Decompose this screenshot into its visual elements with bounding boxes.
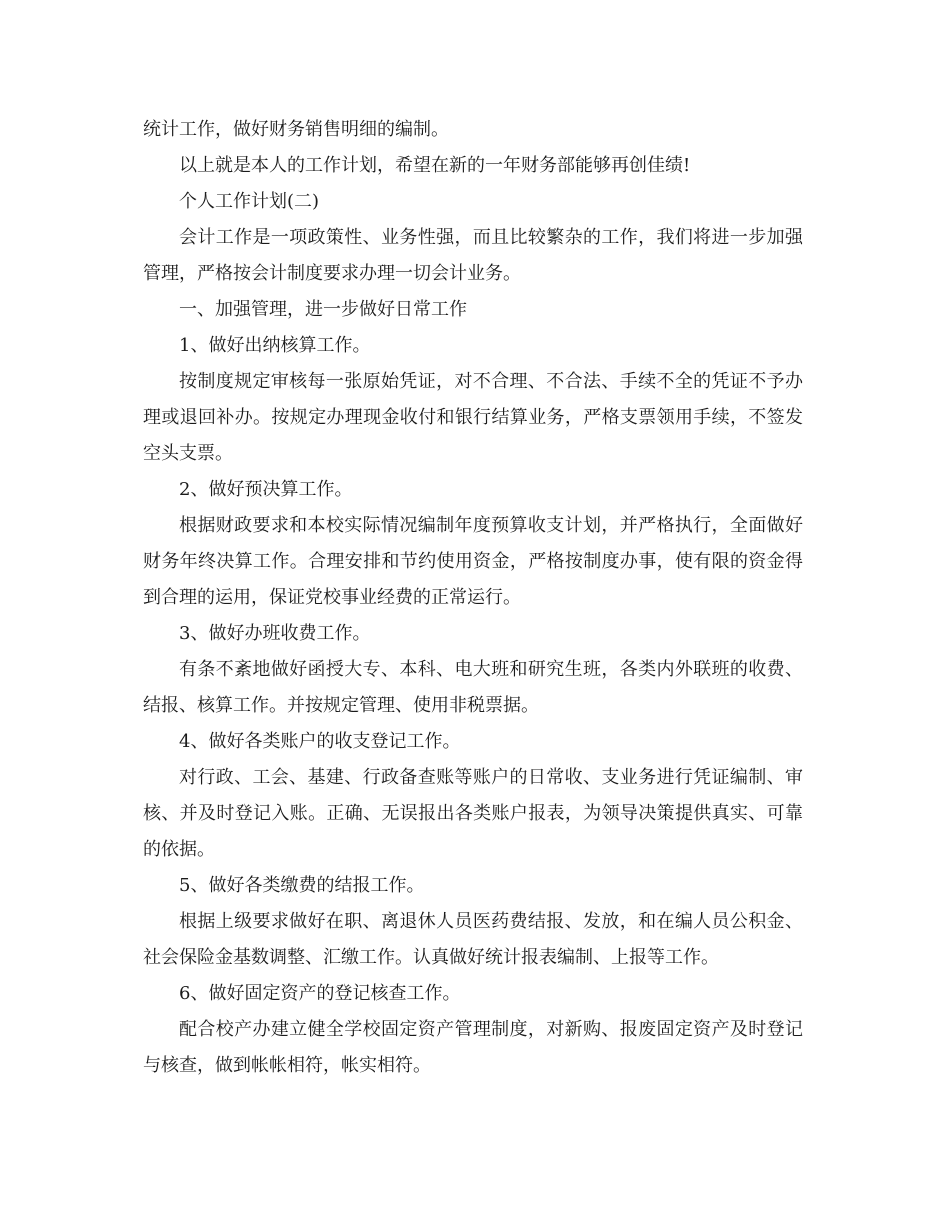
paragraph-intro: 会计工作是一项政策性、业务性强，而且比较繁杂的工作，我们将进一步加强管理，严格按会计制度要求办理一切会计业务。 [143,227,803,284]
paragraph-item-6: 配合校产办建立健全学校固定资产管理制度，对新购、报废固定资产及时登记与核查，做到帐帐相符，帐实相符。 [143,1019,803,1076]
heading-item-6: 6、做好固定资产的登记核查工作。 [179,983,461,1004]
paragraph-item-5: 根据上级要求做好在职、离退休人员医药费结报、发放，和在编人员公积金、社会保险金基数调整、汇缴工作。认真做好统计报表编制、上报等工作。 [143,911,803,968]
heading-item-2: 2、做好预决算工作。 [179,479,353,500]
section-title: 个人工作计划(二) [179,191,320,212]
paragraph-item-2: 根据财政要求和本校实际情况编制年度预算收支计划，并严格执行，全面做好财务年终决算工作。合理安排和节约使用资金，严格按制度办事，使有限的资金得到合理的运用，保证党校事业经费的正常运行。 [143,515,803,608]
paragraph-item-3: 有条不紊地做好函授大专、本科、电大班和研究生班，各类内外联班的收费、结报、核算工作。并按规定管理、使用非税票据。 [143,659,803,716]
heading-item-1: 1、做好出纳核算工作。 [179,335,371,356]
paragraph-closing: 以上就是本人的工作计划，希望在新的一年财务部能够再创佳绩! [179,155,691,176]
heading-item-3: 3、做好办班收费工作。 [179,623,371,644]
heading-item-5: 5、做好各类缴费的结报工作。 [179,875,425,896]
paragraph-continuation: 统计工作，做好财务销售明细的编制。 [143,119,449,140]
heading-item-4: 4、做好各类账户的收支登记工作。 [179,731,461,752]
paragraph-item-4: 对行政、工会、基建、行政备查账等账户的日常收、支业务进行凭证编制、审核、并及时登记入账。正确、无误报出各类账户报表，为领导决策提供真实、可靠的依据。 [143,767,803,860]
paragraph-item-1: 按制度规定审核每一张原始凭证，对不合理、不合法、手续不全的凭证不予办理或退回补办。按规定办理现金收付和银行结算业务，严格支票领用手续，不签发空头支票。 [143,371,803,464]
document-page [143,112,803,1084]
heading-level-1: 一、加强管理，进一步做好日常工作 [179,299,467,320]
